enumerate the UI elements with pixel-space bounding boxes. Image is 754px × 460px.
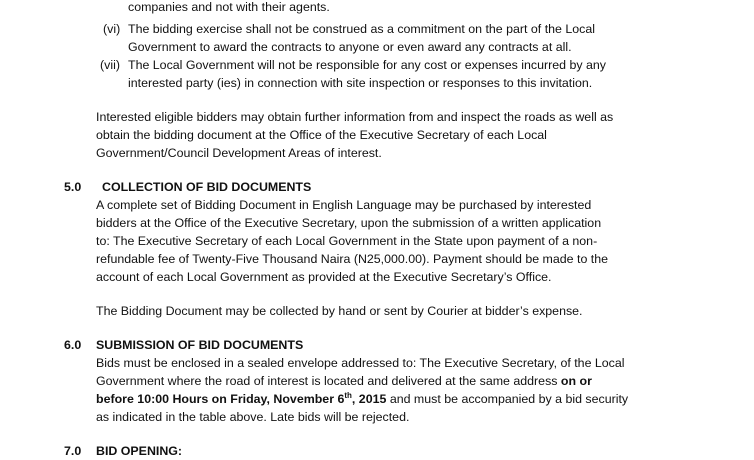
section-number: 5.0 <box>64 180 82 194</box>
section-number: 7.0 <box>64 444 82 458</box>
paragraph-line: Government/Council Development Areas of interest. <box>96 146 382 160</box>
list-item-text: The Local Government will not be responsible for any cost or expenses incurred by any <box>128 58 606 72</box>
paragraph-line <box>96 390 628 408</box>
section-heading: COLLECTION OF BID DOCUMENTS <box>102 180 312 194</box>
paragraph-line: bidders at the Office of the Executive Secretary, upon the submission of a written application <box>96 216 602 230</box>
paragraph-line: A complete set of Bidding Document in English Language may be purchased by interested <box>96 198 592 212</box>
list-item-text: interested party (ies) in connection with site inspection or responses to this invitation. <box>128 76 593 90</box>
deadline-text: before 10:00 Hours on Friday, November 6 <box>96 392 345 406</box>
paragraph-line: account of each Local Government as provided at the Executive Secretary’s Office. <box>96 270 552 284</box>
paragraph-text: Government where the road of interest is located and delivered at the same address <box>96 374 561 388</box>
list-item-text: companies and not with their agents. <box>128 0 330 14</box>
paragraph-line: as indicated in the table above. Late bids will be rejected. <box>96 410 410 424</box>
paragraph-line: to: The Executive Secretary of each Local Government in the State upon payment of a non- <box>96 234 598 248</box>
ordinal-suffix: th <box>344 390 352 400</box>
paragraph-line: Bids must be enclosed in a sealed envelope addressed to: The Executive Secretary, of the Local <box>96 356 625 370</box>
list-numeral: (vi) <box>103 22 121 36</box>
paragraph-line: obtain the bidding document at the Office of the Executive Secretary of each Local <box>96 128 547 142</box>
paragraph-line <box>96 372 592 390</box>
section-heading: SUBMISSION OF BID DOCUMENTS <box>96 338 304 352</box>
list-item-text: Government to award the contracts to anyone or even award any contracts at all. <box>128 40 572 54</box>
section-number: 6.0 <box>64 338 82 352</box>
paragraph-line: Interested eligible bidders may obtain further information from and inspect the roads as well as <box>96 110 614 124</box>
list-item-text: The bidding exercise shall not be construed as a commitment on the part of the Local <box>128 22 595 36</box>
list-numeral: (vii) <box>100 58 120 72</box>
paragraph-line: The Bidding Document may be collected by hand or sent by Courier at bidder’s expense. <box>96 304 583 318</box>
paragraph-text: and must be accompanied by a bid security <box>386 392 629 406</box>
deadline-year: , 2015 <box>351 392 387 406</box>
section-heading: BID OPENING: <box>96 444 183 458</box>
paragraph-line: refundable fee of Twenty-Five Thousand Naira (N25,000.00). Payment should be made to the <box>96 252 608 266</box>
deadline-text: on or <box>560 374 592 388</box>
